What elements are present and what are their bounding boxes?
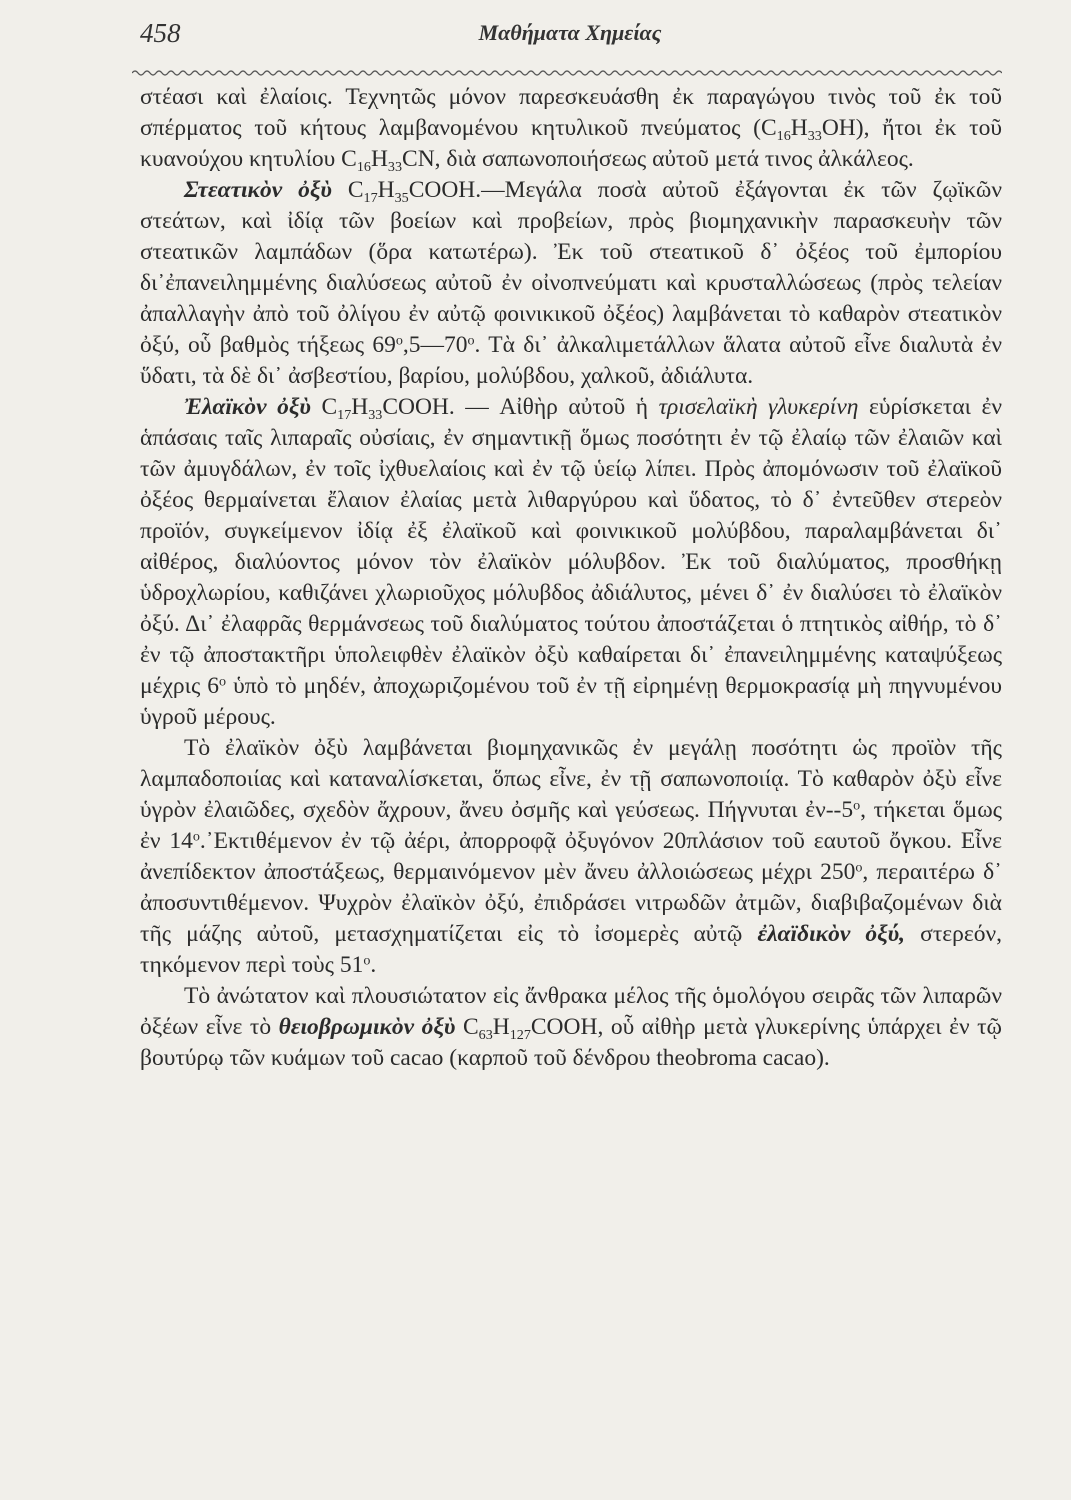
paragraph-stearic-acid: Στεατικὸν ὀξὺ $C_{17}H_{35}COOH.—M\varepsilon\gamma ά\lambda\alpha$ ποσὰ αὐτοῦ ἐξάγονται ἐκ τῶν ζῳϊκῶν στεάτων, καὶ ἰδίᾳ τῶν βοείων καὶ προβείων, πρὸς βιομηχανικὴν παρασκευὴν τῶν στεατικῶν λαμπάδων (ὅρα κατωτέρω). Ἐκ τοῦ στεατικοῦ δ᾽ ὀξέος τοῦ ἐμπορίου δι᾽ἐπανειλημμένης διαλύσεως αὐτοῦ ἐν οἰνοπνεύματι καὶ κρυσταλλώσεως (πρὸς τελείαν ἀπαλλαγὴν ἀπὸ τοῦ ὀλίγου ἐν αὐτῷ φοινικικοῦ ὀξέος) λαμβάνεται τὸ καθαρὸν στεατικὸν ὀξύ, οὗ βαθμὸς τήξεως $69^o,5—70^o$. Τὰ δι᾽ ἀλκαλιμετάλλων ἅλατα αὐτοῦ εἶνε διαλυτὰ ἐν ὕδατι, τὰ δὲ δι᾽ ἀσβεστίου, βαρίου, μολύβδου, χαλκοῦ, ἀδιάλυτα.	[140, 177, 1002, 389]
term-elaidic-acid: ἐλαϊδικὸν ὀξύ,	[757, 921, 906, 947]
running-title: Μαθήματα Χημείας	[478, 20, 662, 45]
term-triolein: τρισελαϊκὴ γλυκερίνη	[658, 394, 859, 420]
paragraph-oleic-properties: Τὸ ἐλαϊκὸν ὀξὺ λαμβάνεται βιομηχανικῶς ἐν μεγάλῃ ποσότητι ὡς προϊὸν τῆς λαμπαδοποιίας καὶ καταναλίσκεται, ὅπως εἶνε, ἐν τῇ σαπωνοποιίᾳ. Τὸ καθαρὸν ὀξὺ εἶνε ὑγρὸν ἐλαιῶδες, σχεδὸν ἄχρουν, ἄνευ ὀσμῆς καὶ γεύσεως. Πήγνυται $ἐ\nu--5^o$, τήκεται ὅμως ἐν $14^o.᾽E\kappa\tau\iota\theta έ\mu\varepsilon\nu o\nu$ ἐν τῷ ἀέρι, ἀπορροφᾷ ὀξυγόνον 20πλάσιον τοῦ εαυτοῦ ὄγκου. Εἶνε ἀνεπίδεκτον ἀποστάξεως, θερμαινόμενον μὲν ἄνευ ἀλλοιώσεως μέχρι $250^o$, περαιτέρω δ᾽ ἀποσυντιθέμενον. Ψυχρὸν ἐλαϊκὸν ὀξύ, ἐπιδράσει νιτρωδῶν ἀτμῶν, διαβιβαζομένων διὰ τῆς μάζης αὐτοῦ, μετασχηματίζεται εἰς τὸ ἰσομερὲς αὐτῷ ἐλαϊδικὸν ὀξύ, στερεόν, τηκόμενον περὶ τοὺς $51^o$.	[140, 735, 1003, 978]
term-oleic-acid: Ἐλαϊκὸν ὀξὺ	[184, 394, 311, 420]
term-theobromic-acid: θειοβρωμικὸν ὀξὺ	[278, 1014, 456, 1040]
paragraph-oleic-acid: Ἐλαϊκὸν ὀξὺ $C_{17}H_{33}COOH$. — Αἰθὴρ αὐτοῦ ἡ τρισελαϊκὴ γλυκερίνη εὑρίσκεται ἐν ἁπάσαις ταῖς λιπαραῖς οὐσίαις, ἐν σημαντικῇ ὅμως ποσότητι ἐν τῷ ἐλαίῳ τῶν ἐλαιῶν καὶ τῶν ἀμυγδάλων, ἐν τοῖς ἰχθυελαίοις καὶ ἐν τῷ ὑείῳ λίπει. Πρὸς ἀπομόνωσιν τοῦ ἐλαϊκοῦ ὀξέος θερμαίνεται ἔλαιον ἐλαίας μετὰ λιθαργύρου καὶ ὕδατος, τὸ δ᾽ ἐντεῦθεν στερεὸν προϊόν, συγκείμενον ἰδίᾳ ἐξ ἐλαϊκοῦ καὶ φοινικικοῦ μολύβδου, παραλαμβάνεται δι᾽ αἰθέρος, διαλύοντος μόνον τὸν ἐλαϊκὸν μόλυβδον. Ἐκ τοῦ διαλύματος, προσθήκῃ ὑδροχλωρίου, καθιζάνει χλωριοῦχος μόλυβδος ἀδιάλυτος, μένει δ᾽ ἐν διαλύσει τὸ ἐλαϊκὸν ὀξύ. Δι᾽ ἐλαφρᾶς θερμάνσεως τοῦ διαλύματος τούτου ἀποστάζεται ὁ πτητικὸς αἰθήρ, τὸ δ᾽ ἐν τῷ ἀποστακτῆρι ὑπολειφθὲν ἐλαϊκὸν ὀξὺ καθαίρεται δι᾽ ἐπανειλημμένης καταψύξεως μέχρις $6^o$ ὑπὸ τὸ μηδέν, ἀποχωριζομένου τοῦ ἐν τῇ εἰρημένῃ θερμοκρασίᾳ μὴ πηγνυμένου ὑγροῦ μέρους.	[140, 394, 1002, 730]
page-header	[140, 18, 1000, 58]
term-stearic-acid: Στεατικὸν ὀξὺ	[184, 177, 332, 203]
paragraph-1: στέασι καὶ ἐλαίοις. Τεχνητῶς μόνον παρεσκευάσθη ἐκ παραγώγου τινὸς τοῦ ἐκ τοῦ σπέρματος τοῦ κήτους λαμβανομένου κητυλικοῦ πνεύματος $(C_{16}H_{33}OH)$, ἤτοι ἐκ τοῦ κυανούχου κητυλίου $C_{16}H_{33}CN$, διὰ σαπωνοποιήσεως αὐτοῦ μετά τινος ἀλκάλεος.	[140, 84, 1002, 175]
body-text	[140, 82, 1002, 1074]
page-number: 458	[140, 18, 181, 48]
header-wavy-rule	[132, 68, 1002, 78]
paragraph-theobromic-acid: Τὸ ἀνώτατον καὶ πλουσιώτατον εἰς ἄνθρακα μέλος τῆς ὁμολόγου σειρᾶς τῶν λιπαρῶν ὀξέων εἶνε τὸ θειοβρωμικὸν ὀξὺ $C_{63}H_{127}COOH$, οὗ αἰθὴρ μετὰ γλυκερίνης ὑπάρχει ἐν τῷ βουτύρῳ τῶν κυάμων τοῦ cacao (καρποῦ τοῦ δένδρου theobroma cacao).	[140, 983, 1003, 1071]
